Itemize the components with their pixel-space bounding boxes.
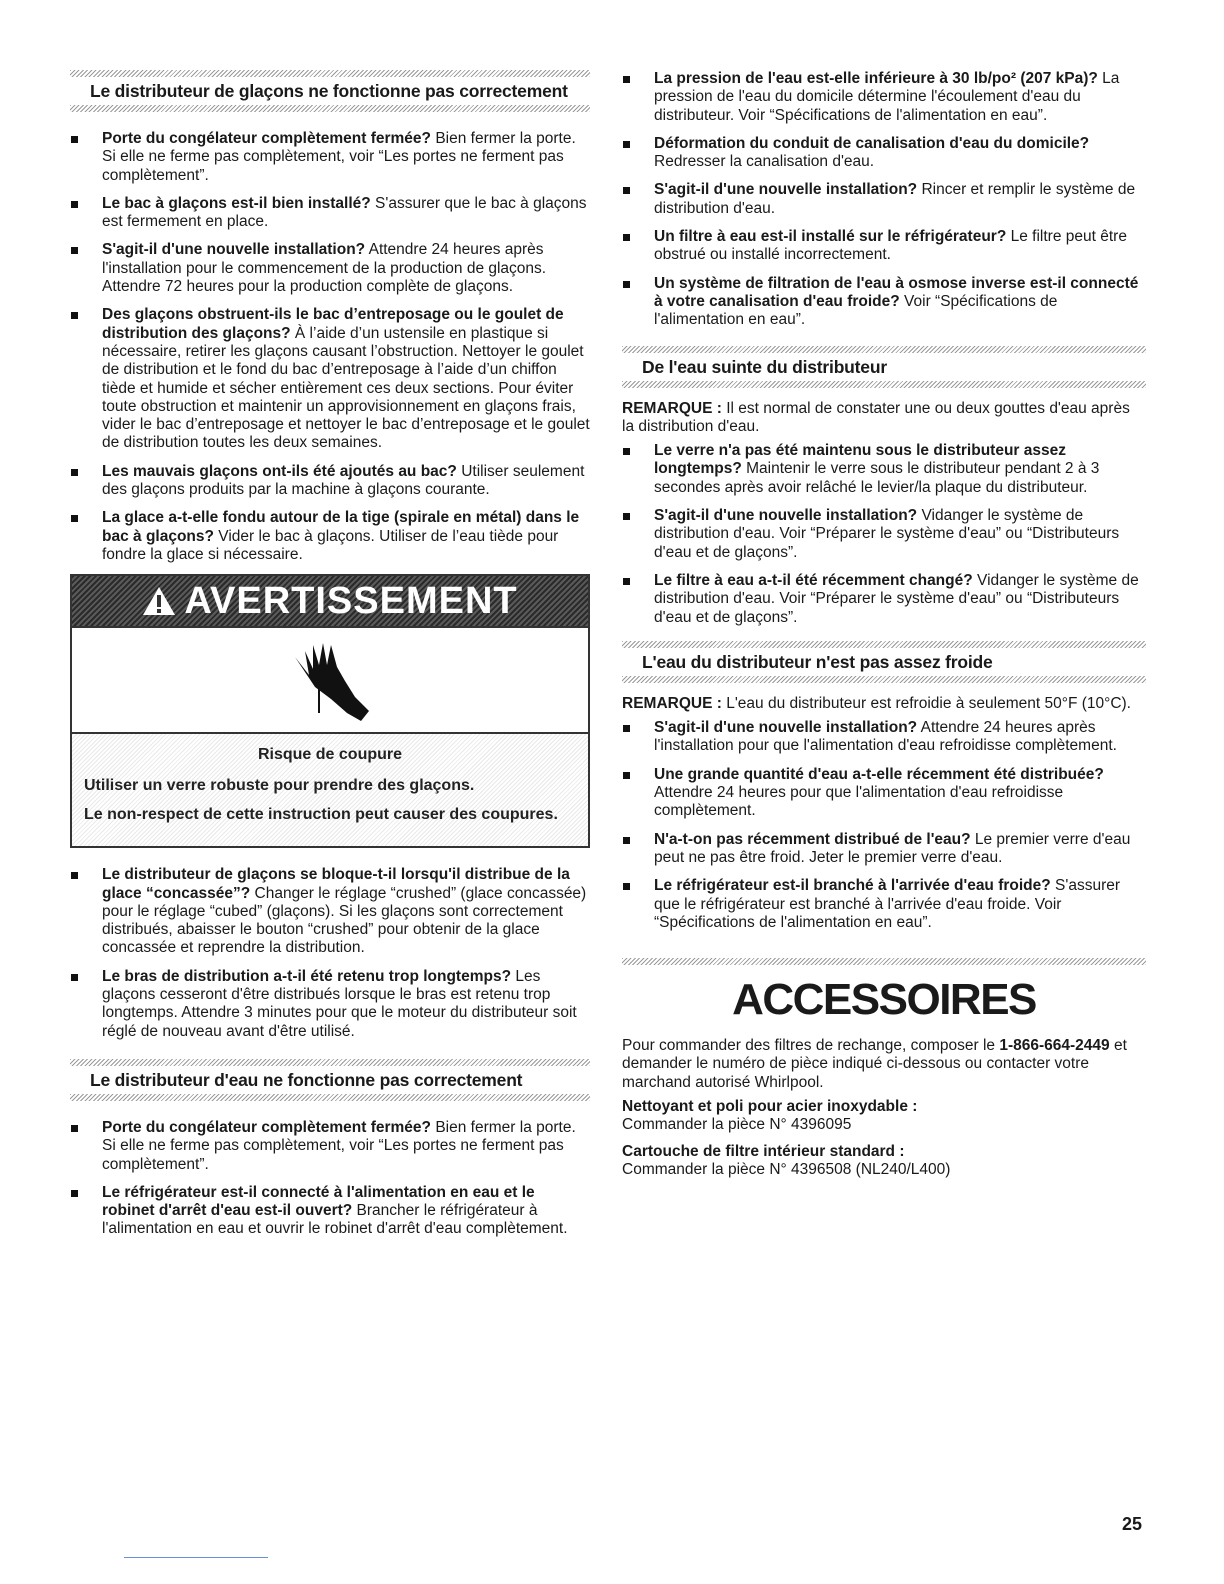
section-rule [70, 105, 590, 112]
page-number: 25 [1121, 1514, 1142, 1534]
section-title: L'eau du distributeur n'est pas assez froide [642, 651, 993, 672]
list-item: S'agit-il d'une nouvelle installation? Rincer et remplir le système de distribution d'eau. [622, 181, 1146, 218]
list-item: Déformation du conduit de canalisation d'eau du domicile? Redresser la canalisation d'eau. [622, 135, 1146, 172]
section-title: Le distributeur d'eau ne fonctionne pas correctement [90, 1069, 523, 1090]
water-dispenser-list-continued [622, 70, 1146, 330]
cut-hazard-illustration [72, 626, 588, 734]
section-rule [622, 381, 1146, 388]
warning-triangle-icon [142, 586, 176, 616]
right-column [622, 70, 1146, 1187]
list-item: S'agit-il d'une nouvelle installation? Vidanger le système de distribution d'eau. Voir “Préparer le système d'eau” ou “Distributeurs d'eau et de glaçons”. [622, 507, 1146, 562]
list-item: N'a-t-on pas récemment distribué de l'eau? Le premier verre d'eau peut ne pas être froid. Jeter le premier verre d'eau. [622, 831, 1146, 868]
footer-rule [124, 1557, 268, 1558]
section-rule [622, 958, 1146, 965]
warning-banner [72, 576, 588, 626]
warning-instruction: Utiliser un verre robuste pour prendre des glaçons. [84, 777, 475, 795]
section-rule [622, 641, 1146, 648]
accessory-item: Nettoyant et poli pour acier inoxydable : Commander la pièce N° 4396095 [622, 1097, 918, 1134]
section-title: De l'eau suinte du distributeur [642, 356, 887, 377]
list-item: Le bras de distribution a-t-il été retenu trop longtemps? Les glaçons cesseront d'être distribués lorsque le bras est retenu trop longtemps. Attendre 3 minutes pour que le moteur du distributeur soit réglé de nouveau avant d'être utilisé. [70, 968, 590, 1041]
list-item: Les mauvais glaçons ont-ils été ajoutés au bac? Utiliser seulement des glaçons produits par la machine à glaçons courante. [70, 463, 590, 500]
list-item: Porte du congélateur complètement fermée? Bien fermer la porte. Si elle ne ferme pas complètement, voir “Les portes ne ferment pas complètement”. [70, 130, 590, 185]
list-item: Le réfrigérateur est-il connecté à l'alimentation en eau et le robinet d'arrêt d'eau est-il ouvert? Brancher le réfrigérateur à l'alimentation en eau et ouvrir le robinet d'arrêt d'eau complètement. [70, 1184, 590, 1239]
list-item: S'agit-il d'une nouvelle installation? Attendre 24 heures après l'installation pour le commencement de la production de glaçons. Attendre 72 heures pour la production complète de glaçons. [70, 241, 590, 296]
warning-box [70, 574, 590, 848]
ice-dispenser-list-continued [70, 866, 590, 1041]
section-water-dispenser-header [70, 1059, 590, 1101]
section-rule [70, 70, 590, 77]
note: REMARQUE : Il est normal de constater une ou deux gouttes d'eau après la distribution d'eau. [622, 399, 1130, 435]
note: REMARQUE : L'eau du distributeur est refroidie à seulement 50°F (10°C). [622, 694, 1131, 712]
section-water-temp-header [622, 641, 1146, 683]
water-leak-list [622, 442, 1146, 627]
accessories-title: ACCESSOIRES [732, 975, 1036, 1025]
section-rule [622, 346, 1146, 353]
phone-number: 1-866-664-2449 [999, 1037, 1110, 1055]
list-item: La glace a-t-elle fondu autour de la tige (spirale en métal) dans le bac à glaçons? Vider le bac à glaçons. Utiliser de l’eau tiède pour fondre la glace si nécessaire. [70, 509, 590, 564]
left-column [70, 70, 590, 1249]
list-item: Le verre n'a pas été maintenu sous le distributeur assez longtemps? Maintenir le verre sous le distributeur pendant 2 à 3 secondes après avoir relâché le levier/la plaque du distributeur. [622, 442, 1146, 497]
list-item: Un système de filtration de l'eau à osmose inverse est-il connecté à votre canalisation d'eau froide? Voir “Spécifications de l'alimentation en eau”. [622, 275, 1146, 330]
cut-hand-icon [285, 637, 375, 723]
section-water-leak-header [622, 346, 1146, 388]
accessory-item: Cartouche de filtre intérieur standard : Commander la pièce N° 4396508 (NL240/L400) [622, 1142, 951, 1178]
section-rule [70, 1094, 590, 1101]
list-item: Des glaçons obstruent-ils le bac d’entreposage ou le goulet de distribution des glaçons? À l’aide d’un ustensile en plastique si nécessaire, retirer les glaçons causant l’obstruction. Nettoyer le goulet de distribution et le fond du bac d’entreposage à l’aide d’un chiffon tiède et humide et sécher entièrement ces deux sections. Pour éviter toute obstruction et maintenir un approvisionnement en glaçons frais, vider le bac d’entreposage et nettoyer le bac d’entreposage et le goulet de distribution toutes les deux semaines. [70, 306, 590, 452]
warning-title: AVERTISSEMENT [184, 579, 518, 622]
water-dispenser-list [70, 1119, 590, 1239]
section-title: Le distributeur de glaçons ne fonctionne pas correctement [90, 81, 568, 101]
section-rule [70, 1059, 590, 1066]
list-item: Un filtre à eau est-il installé sur le réfrigérateur? Le filtre peut être obstrué ou installé incorrectement. [622, 228, 1146, 265]
section-ice-dispenser-header [70, 70, 590, 112]
section-rule [622, 676, 1146, 683]
list-item: Le distributeur de glaçons se bloque-t-il lorsqu'il distribue de la glace “concassée”? Changer le réglage “crushed” (glace concassée) pour le réglage “cubed” (glaçons). Si les glaçons sont correctement distribués, abaisser le bouton “crushed” pour obtenir de la glace concassée et reprendre la distribution. [70, 866, 590, 957]
list-item: Une grande quantité d'eau a-t-elle récemment été distribuée? Attendre 24 heures pour que l'alimentation d'eau refroidisse complètement. [622, 766, 1146, 821]
list-item: Le filtre à eau a-t-il été récemment changé? Vidanger le système de distribution d'eau. Voir “Préparer le système d'eau” ou “Distributeurs d'eau et de glaçons”. [622, 572, 1146, 627]
list-item: Porte du congélateur complètement fermée? Bien fermer la porte. Si elle ne ferme pas complètement, voir “Les portes ne ferment pas complètement”. [70, 1119, 590, 1174]
water-temp-list [622, 719, 1146, 932]
warning-body [72, 734, 588, 846]
ice-dispenser-list [70, 130, 590, 564]
hazard-title: Risque de coupure [257, 746, 403, 764]
list-item: S'agit-il d'une nouvelle installation? Attendre 24 heures après l'installation pour que l'alimentation d'eau refroidisse complètement. [622, 719, 1146, 756]
accessories-intro: Pour commander des filtres de rechange, composer le 1-866-664-2449 et demander le numéro de pièce indiqué ci-dessous ou contacter votre marchand autorisé Whirlpool. [622, 1037, 1127, 1091]
list-item: La pression de l'eau est-elle inférieure à 30 lb/po² (207 kPa)? La pression de l'eau du domicile détermine l'écoulement d'eau du distributeur. Voir “Spécifications de l'alimentation en eau”. [622, 70, 1146, 125]
warning-consequence: Le non-respect de cette instruction peut causer des coupures. [84, 806, 558, 824]
list-item: Le bac à glaçons est-il bien installé? S'assurer que le bac à glaçons est fermement en place. [70, 195, 590, 232]
list-item: Le réfrigérateur est-il branché à l'arrivée d'eau froide? S'assurer que le réfrigérateur est branché à l'arrivée d'eau froide. Voir “Spécifications de l'alimentation en eau”. [622, 877, 1146, 932]
